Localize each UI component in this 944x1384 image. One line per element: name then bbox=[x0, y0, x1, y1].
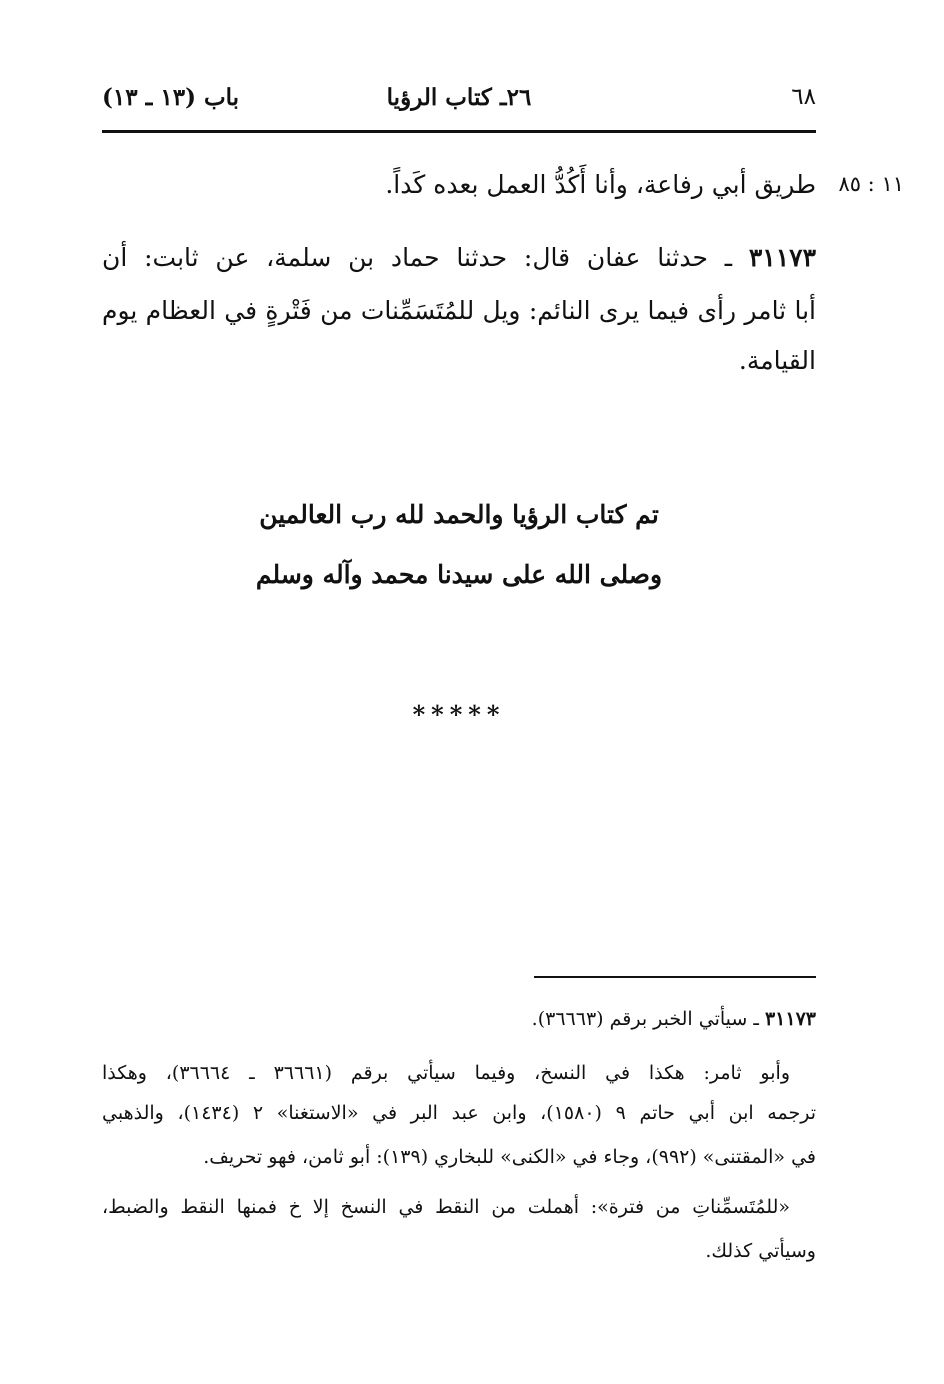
hadith-line-1 bbox=[102, 243, 816, 272]
hadith-line-3: القيامة. bbox=[738, 346, 816, 375]
hadith-number: ٣١١٧٣ bbox=[748, 243, 816, 272]
closing-line-1: تم كتاب الرؤيا والحمد لله رب العالمين bbox=[259, 500, 659, 529]
footnote-1-text: ـ سيأتي الخبر برقم (٣٦٦٦٣). bbox=[531, 1008, 759, 1030]
header-rule bbox=[102, 130, 816, 133]
footnote-1 bbox=[532, 1008, 816, 1030]
footnote-3-line-2: وسيأتي كذلك. bbox=[705, 1240, 816, 1262]
footnote-1-number: ٣١١٧٣ bbox=[764, 1008, 816, 1030]
running-header bbox=[102, 84, 816, 124]
page-number: ٦٨ bbox=[791, 84, 816, 110]
chapter-label: باب (١٣ ـ ١٣) bbox=[102, 84, 240, 111]
section-separator: ***** bbox=[412, 700, 506, 729]
footnote-3-line-1: «للمُتَسمِّناتِ من فترة»: أهملت من النقط في النسخ إلا خ فمنها النقط والضبط، bbox=[102, 1196, 790, 1218]
footnote-rule bbox=[534, 976, 816, 978]
hadith-line-2: أبا ثامر رأى فيما يرى النائم: ويل للمُتَسَمِّنات من فَتْرةٍ في العظام يوم bbox=[102, 296, 816, 325]
footnote-2-line-1: وأبو ثامر: هكذا في النسخ، وفيما سيأتي برقم (٣٦٦٦١ ـ ٣٦٦٦٤)، وهكذا bbox=[102, 1062, 790, 1084]
continuation-line: طريق أبي رفاعة، وأنا أَكُدُّ العمل بعده كَداً. bbox=[385, 170, 816, 199]
margin-reference: ١١ : ٨٥ bbox=[838, 172, 904, 196]
footnote-2-line-2: ترجمه ابن أبي حاتم ٩ (١٥٨٠)، وابن عبد البر في «الاستغنا» ٢ (١٤٣٤)، والذهبي bbox=[102, 1102, 816, 1124]
book-title: ٢٦ـ كتاب الرؤيا bbox=[386, 84, 532, 111]
footnote-2-line-3: في «المقتنى» (٩٩٢)، وجاء في «الكنى» للبخاري (١٣٩): أبو ثامن، فهو تحريف. bbox=[203, 1146, 816, 1168]
hadith-line-1-text: ـ حدثنا عفان قال: حدثنا حماد بن سلمة، عن ثابت: أن bbox=[102, 243, 733, 272]
closing-line-2: وصلى الله على سيدنا محمد وآله وسلم bbox=[255, 560, 663, 589]
